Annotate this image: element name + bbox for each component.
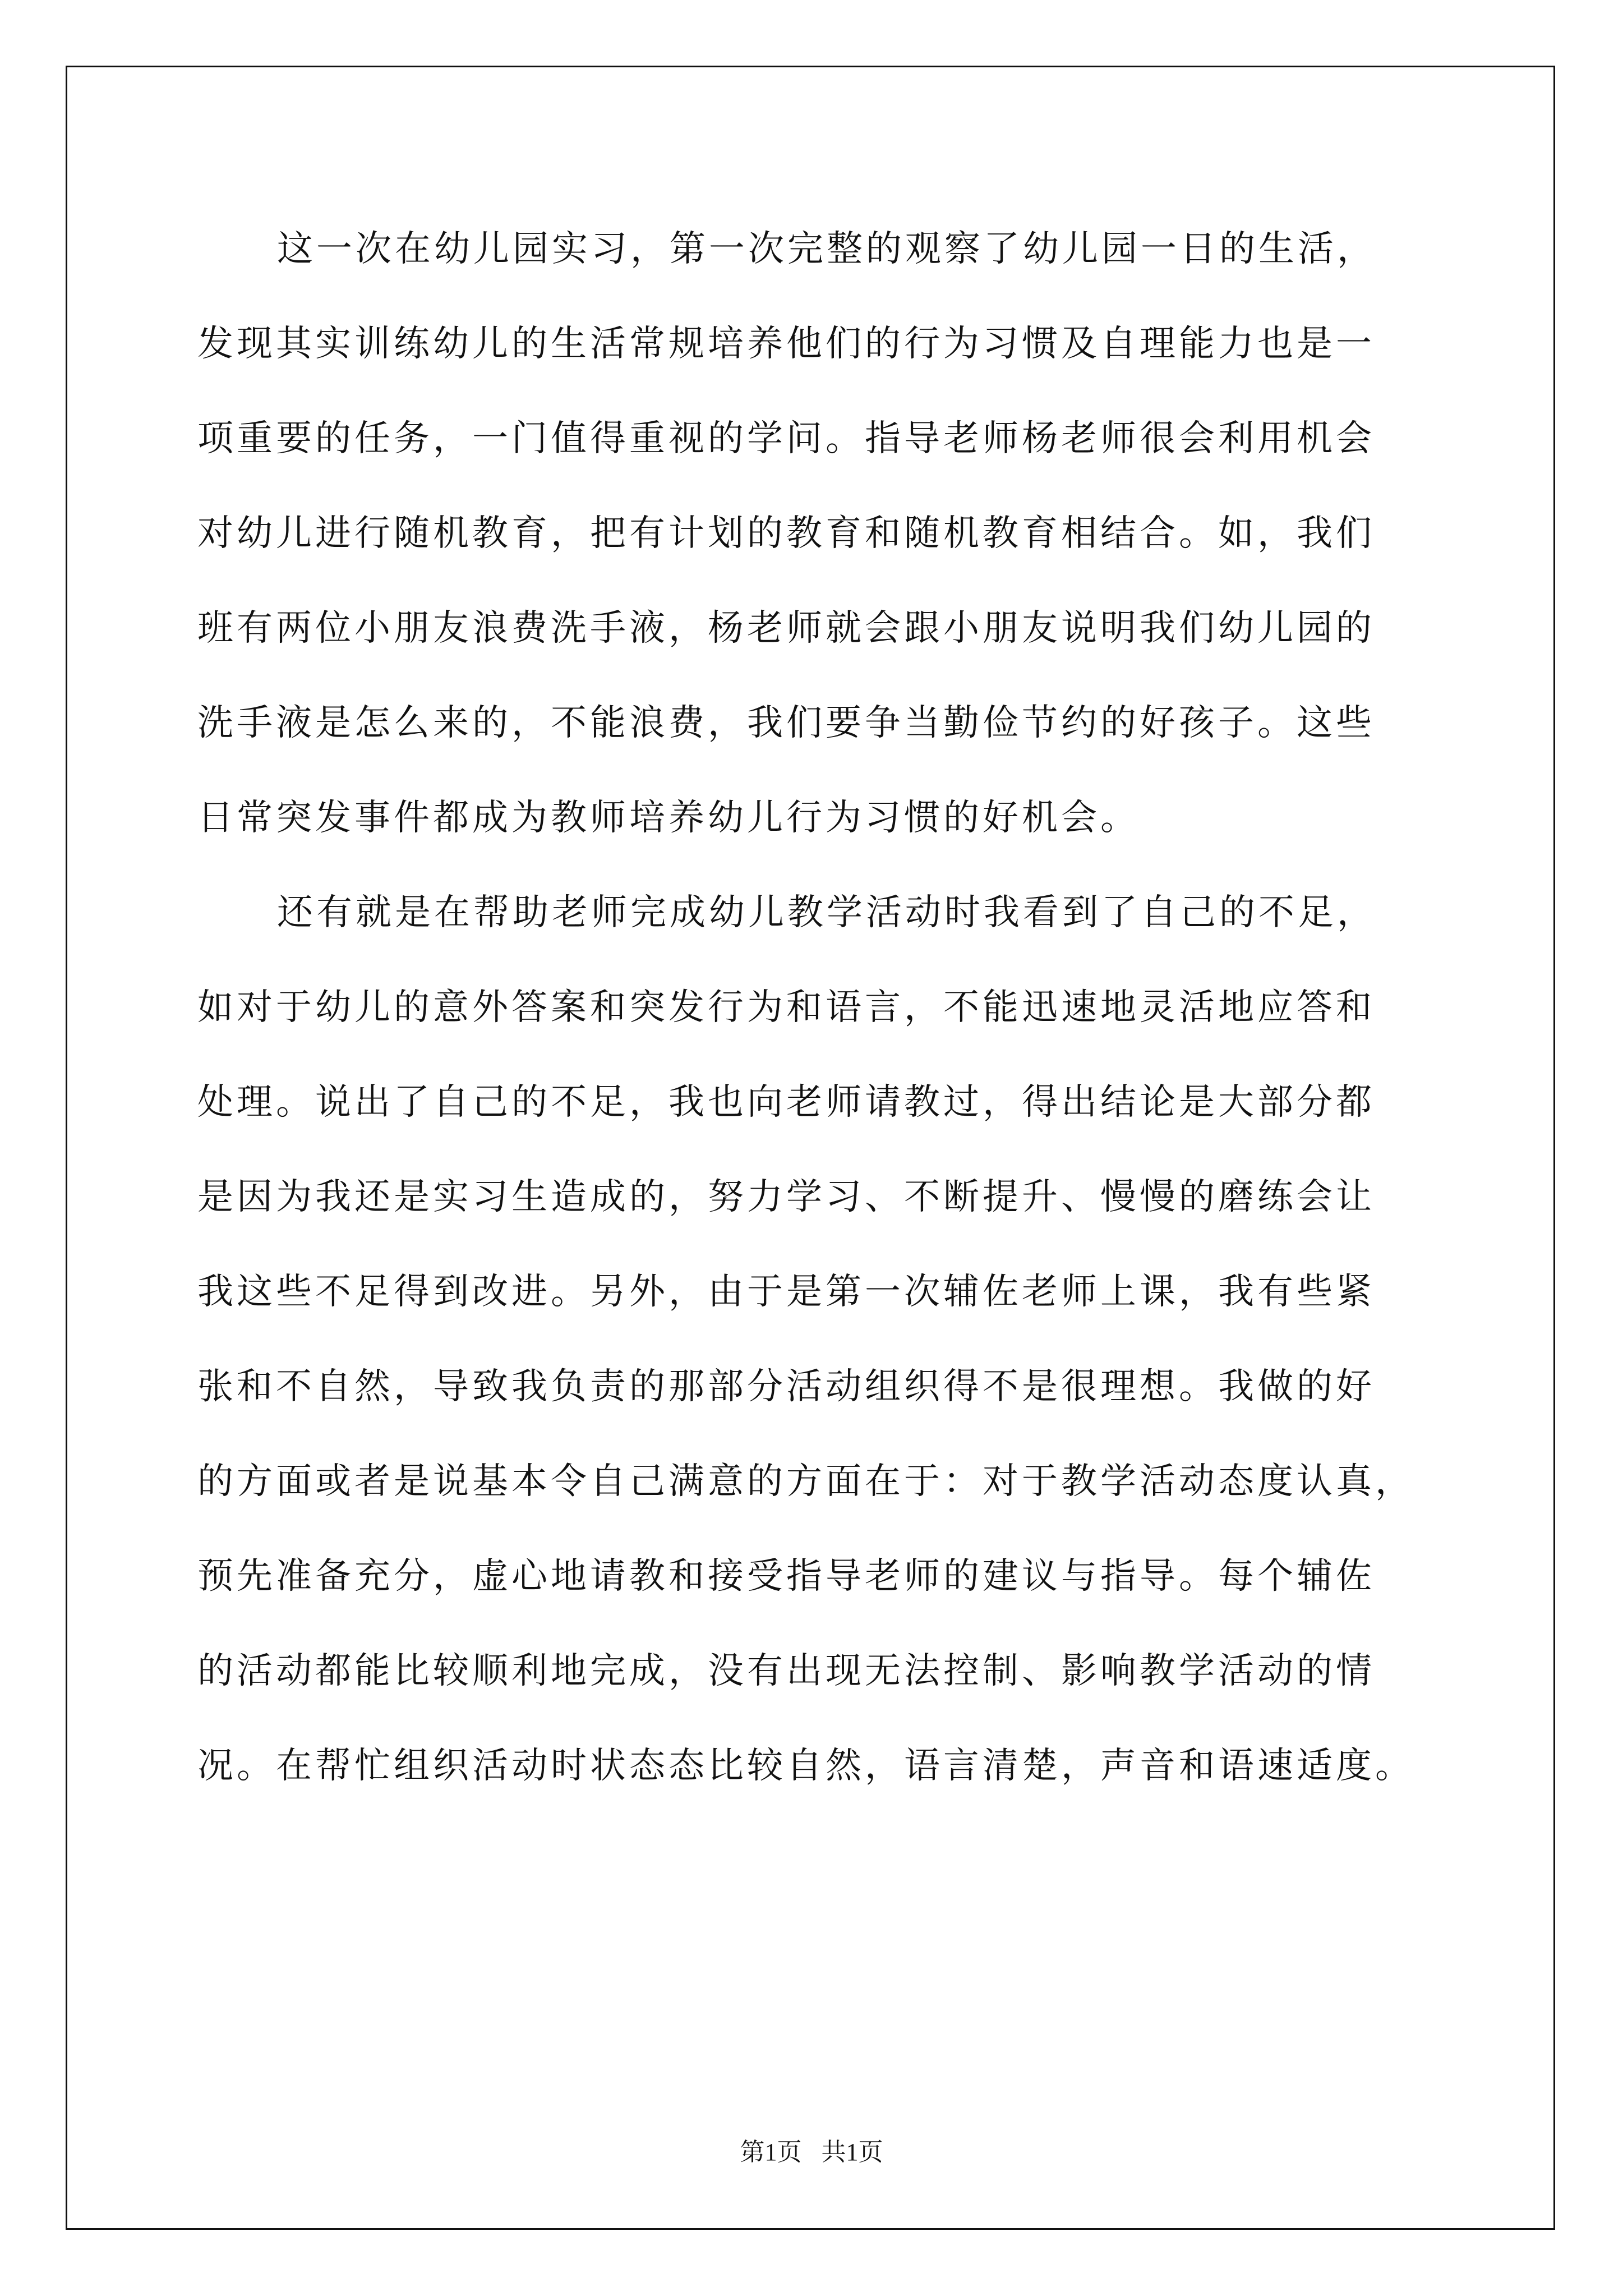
text-line: 班有两位小朋友浪费洗手液，杨老师就会跟小朋友说明我们幼儿园的 [197, 608, 1375, 649]
paragraph [197, 866, 1465, 1814]
text-line: 这一次在幼儿园实习，第一次完整的观察了幼儿园一日的生活， [277, 228, 1376, 270]
text-line: 是因为我还是实习生造成的，努力学习、不断提升、慢慢的磨练会让 [197, 1176, 1375, 1218]
text-line: 张和不自然，导致我负责的那部分活动组织得不是很理想。我做的好 [197, 1366, 1375, 1407]
text-line: 项重要的任务，一门值得重视的学问。指导老师杨老师很会利用机会 [197, 418, 1375, 459]
document-body [197, 202, 1465, 1814]
text-line: 处理。说出了自己的不足，我也向老师请教过，得出结论是大部分都 [197, 1082, 1375, 1123]
page-total: 共1页 [821, 2138, 883, 2166]
text-line: 发现其实训练幼儿的生活常规培养他们的行为习惯及自理能力也是一 [197, 323, 1375, 365]
text-line: 的方面或者是说基本令自己满意的方面在于：对于教学活动态度认真， [197, 1461, 1414, 1502]
text-line: 我这些不足得到改进。另外，由于是第一次辅佐老师上课，我有些紧 [197, 1271, 1375, 1313]
text-line: 况。在帮忙组织活动时状态态比较自然，语言清楚，声音和语速适度。 [197, 1745, 1414, 1787]
text-line: 对幼儿进行随机教育，把有计划的教育和随机教育相结合。如，我们 [197, 513, 1375, 554]
text-line: 预先准备充分，虚心地请教和接受指导老师的建议与指导。每个辅佐 [197, 1556, 1375, 1597]
paragraph [197, 202, 1465, 866]
text-line: 的活动都能比较顺利地完成，没有出现无法控制、影响教学活动的情 [197, 1650, 1375, 1692]
text-line: 洗手液是怎么来的，不能浪费，我们要争当勤俭节约的好孩子。这些 [197, 702, 1375, 744]
text-line: 还有就是在帮助老师完成幼儿教学活动时我看到了自己的不足， [277, 892, 1376, 933]
page-footer [0, 2132, 1623, 2168]
text-line: 日常突发事件都成为教师培养幼儿行为习惯的好机会。 [197, 797, 1140, 839]
page-number: 第1页 [740, 2138, 802, 2166]
text-line: 如对于幼儿的意外答案和突发行为和语言，不能迅速地灵活地应答和 [197, 987, 1375, 1028]
